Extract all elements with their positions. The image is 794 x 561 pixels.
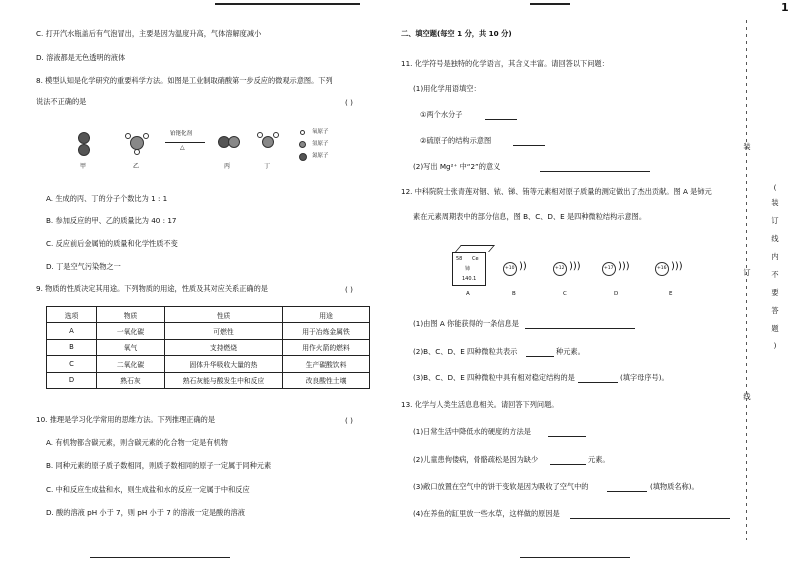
molecule-jia-atom	[78, 132, 90, 144]
corner-mark: 1	[781, 1, 789, 14]
table-cell: 支持燃烧	[165, 339, 283, 355]
element-cell-3d-top	[455, 245, 495, 252]
table-header-cell: 用途	[283, 307, 370, 323]
molecule-bing-atom	[228, 136, 240, 148]
table-row	[47, 323, 370, 339]
margin-char: 内	[771, 252, 779, 261]
q7-option-d: D. 溶液都是无色透明的液体	[36, 53, 126, 62]
q13-q4: (4)在养鱼的缸里放一些水草，这样做的原因是	[413, 509, 560, 518]
q7-option-c: C. 打开汽水瓶盖后有气泡冒出，主要是因为温度升高，气体溶解度减小	[36, 29, 262, 38]
table-cell: 可燃性	[165, 323, 283, 339]
table-cell: 用作火箭的燃料	[283, 339, 370, 355]
q8-reaction-diagram	[70, 120, 370, 180]
particle-c-shells: )))	[569, 261, 581, 272]
margin-char: 答	[771, 306, 779, 315]
q9-stem: 9. 物质的性质决定其用途。下列物质的用途，性质及其对应关系正确的是	[36, 284, 268, 293]
q8-option-b: B. 参加反应的甲、乙的质量比为 40 : 17	[46, 216, 177, 225]
top-rule-right	[530, 3, 570, 5]
q8-option-c: C. 反应前后金属铂的质量和化学性质不变	[46, 239, 178, 248]
table-cell: 改良酸性土壤	[283, 372, 370, 388]
molecule-yi-atom	[125, 133, 131, 139]
legend-label-1: 氧原子	[312, 129, 329, 135]
legend-nitrogen-symbol	[299, 153, 307, 161]
molecule-jia-atom	[78, 144, 90, 156]
particle-e-charge: +16	[657, 266, 667, 271]
margin-char: 不	[771, 270, 779, 279]
legend-label-3: 氮原子	[312, 153, 329, 159]
q10-option-b: B. 同种元素的原子质子数相同，则质子数相同的原子一定属于同种元素	[46, 461, 272, 470]
q12-q1: (1)由图 A 你能获得的一条信息是	[413, 319, 519, 328]
q8-stem-line1: 8. 模型认知是化学研究的重要科学方法。如图是工业制取硝酸第一步反应的微观示意图。下列	[36, 76, 333, 85]
margin-char: 线	[771, 234, 779, 243]
q13-q4-blank[interactable]	[570, 518, 730, 519]
margin-char: 订	[743, 268, 751, 277]
top-rule	[215, 3, 360, 5]
margin-char: 装	[743, 142, 751, 151]
table-cell: B	[47, 339, 97, 355]
element-cell	[452, 252, 486, 286]
margin-char: )	[773, 341, 777, 350]
particle-d-shells: )))	[618, 261, 630, 272]
legend-hydrogen-symbol	[299, 141, 306, 148]
q13-q1: (1)日常生活中降低水的硬度的方法是	[413, 427, 531, 436]
q8-option-d: D. 丁是空气污染物之一	[46, 262, 121, 271]
particle-c-charge: +12	[555, 266, 565, 271]
q12-stem-line2: 素在元素周期表中的部分信息，图 B、C、D、E 是四种微粒结构示意图。	[413, 212, 647, 221]
q10-option-d: D. 酸的溶液 pH 小于 7，则 pH 小于 7 的溶液一定是酸的溶液	[46, 508, 245, 517]
molecule-ding-atom	[257, 132, 263, 138]
table-cell: C	[47, 356, 97, 372]
cell-mass: 140.1	[462, 276, 477, 282]
margin-char: 要	[771, 288, 779, 297]
margin-char: 线	[743, 392, 751, 401]
table-cell: 熟石灰能与酸发生中和反应	[165, 372, 283, 388]
bottom-rule	[90, 557, 230, 558]
molecule-ding-atom	[273, 132, 279, 138]
molecule-yi-atom	[134, 149, 140, 155]
cell-number: 58	[456, 256, 463, 262]
q12-stem-line1: 12. 中科院院士张青莲对铟、铱、锑、铕等元素相对原子质量的测定做出了杰出贡献。图 A 是铈元	[401, 187, 712, 196]
heat-symbol: △	[180, 144, 185, 151]
margin-char: (	[773, 183, 777, 192]
table-header-cell: 选项	[47, 307, 97, 323]
q12-q1-blank[interactable]	[525, 328, 635, 329]
q10-option-a: A. 有机物都含碳元素，则含碳元素的化合物一定是有机物	[46, 438, 228, 447]
table-cell: 一氧化碳	[97, 323, 165, 339]
section-title: 二、填空题(每空 1 分，共 10 分)	[401, 29, 512, 38]
q12-q3a: (3)B、C、D、E 四种微粒中具有相对稳定结构的是	[413, 373, 575, 382]
table-row	[47, 356, 370, 372]
q13-q2b: 元素。	[588, 455, 610, 464]
cell-name: 铈	[465, 266, 471, 272]
q12-q2-blank[interactable]	[526, 356, 554, 357]
q12-q3b: (填字母序号)。	[620, 373, 669, 382]
particle-d-charge: +17	[604, 266, 614, 271]
tag-d: D	[614, 291, 619, 297]
legend-oxygen-symbol	[300, 130, 305, 135]
table-header-cell: 性质	[165, 307, 283, 323]
q12-q3-blank[interactable]	[578, 382, 618, 383]
table-cell: 固体升华吸收大量的热	[165, 356, 283, 372]
catalyst-label: 铂铑化剂	[170, 131, 193, 137]
table-cell: 用于冶炼金属铁	[283, 323, 370, 339]
molecule-yi-atom	[143, 133, 149, 139]
q11-b: ②硫原子的结构示意图	[420, 136, 492, 145]
molecule-ding-atom	[262, 136, 274, 148]
q10-stem: 10. 推理是学习化学常用的思维方法。下列推理正确的是	[36, 415, 216, 424]
legend-label-2: 氢原子	[312, 141, 329, 147]
table-cell: 生产碳酸饮料	[283, 356, 370, 372]
q13-q1-blank[interactable]	[548, 436, 586, 437]
q13-q2-blank[interactable]	[550, 464, 586, 465]
table-row	[47, 339, 370, 355]
q8-option-a: A. 生成的丙、丁的分子个数比为 1 : 1	[46, 194, 168, 203]
q11-stem: 11. 化学符号是独特的化学语言，其含义丰富。请回答以下问题：	[401, 59, 609, 68]
q12-q2a: (2)B、C、D、E 四种微粒共表示	[413, 347, 518, 356]
cell-symbol: Ce	[472, 256, 479, 262]
q13-q3b: (填物质名称)。	[650, 482, 699, 491]
tag-c: C	[563, 291, 567, 297]
q13-q3-blank[interactable]	[607, 491, 647, 492]
q11-sub1: (1)用化学用语填空：	[413, 84, 481, 93]
label-bing: 丙	[224, 163, 231, 170]
tag-e: E	[669, 291, 673, 297]
label-jia: 甲	[80, 163, 87, 170]
q8-stem-line2: 说法不正确的是	[36, 97, 87, 106]
label-yi: 乙	[133, 163, 140, 170]
q13-q2a: (2)儿童患佝偻病，骨骼疏松是因为缺少	[413, 455, 539, 464]
q10-option-c: C. 中和反应生成盐和水，则生成盐和水的反应一定属于中和反应	[46, 485, 250, 494]
table-cell: A	[47, 323, 97, 339]
q11-sub2: (2)写出 Mg²⁺ 中“2”的意义	[413, 162, 501, 171]
q13-q3a: (3)敞口放置在空气中的饼干变软是因为吸收了空气中的	[413, 482, 589, 491]
q11-sub2-blank[interactable]	[540, 171, 650, 172]
table-cell: 二氧化碳	[97, 356, 165, 372]
tag-a: A	[466, 291, 470, 297]
particle-b-charge: +10	[505, 266, 515, 271]
particle-b-shells: ))	[519, 261, 527, 272]
bottom-rule-right	[520, 557, 630, 558]
label-ding: 丁	[264, 163, 271, 170]
q11-a-blank[interactable]	[485, 119, 517, 120]
q12-q2b: 种元素。	[556, 347, 585, 356]
margin-char: 订	[771, 216, 779, 225]
table-header-row	[47, 307, 370, 323]
reaction-arrow	[165, 142, 205, 143]
table-cell: 熟石灰	[97, 372, 165, 388]
table-row	[47, 372, 370, 388]
margin-dash-line	[746, 20, 747, 540]
q11-b-blank[interactable]	[513, 145, 545, 146]
margin-char: 装	[771, 198, 779, 207]
q11-a: ①两个水分子	[420, 110, 463, 119]
q10-answer-paren: ( )	[345, 416, 353, 425]
q9-table	[46, 306, 370, 389]
particle-e-shells: )))	[671, 261, 683, 272]
tag-b: B	[512, 291, 516, 297]
q8-answer-paren: ( )	[345, 98, 353, 107]
table-cell: D	[47, 372, 97, 388]
q9-answer-paren: ( )	[345, 285, 353, 294]
table-header-cell: 物质	[97, 307, 165, 323]
molecule-yi-atom	[130, 136, 144, 150]
margin-char: 题	[771, 324, 779, 333]
q13-stem: 13. 化学与人类生活息息相关。请回答下列问题。	[401, 400, 559, 409]
table-cell: 氧气	[97, 339, 165, 355]
